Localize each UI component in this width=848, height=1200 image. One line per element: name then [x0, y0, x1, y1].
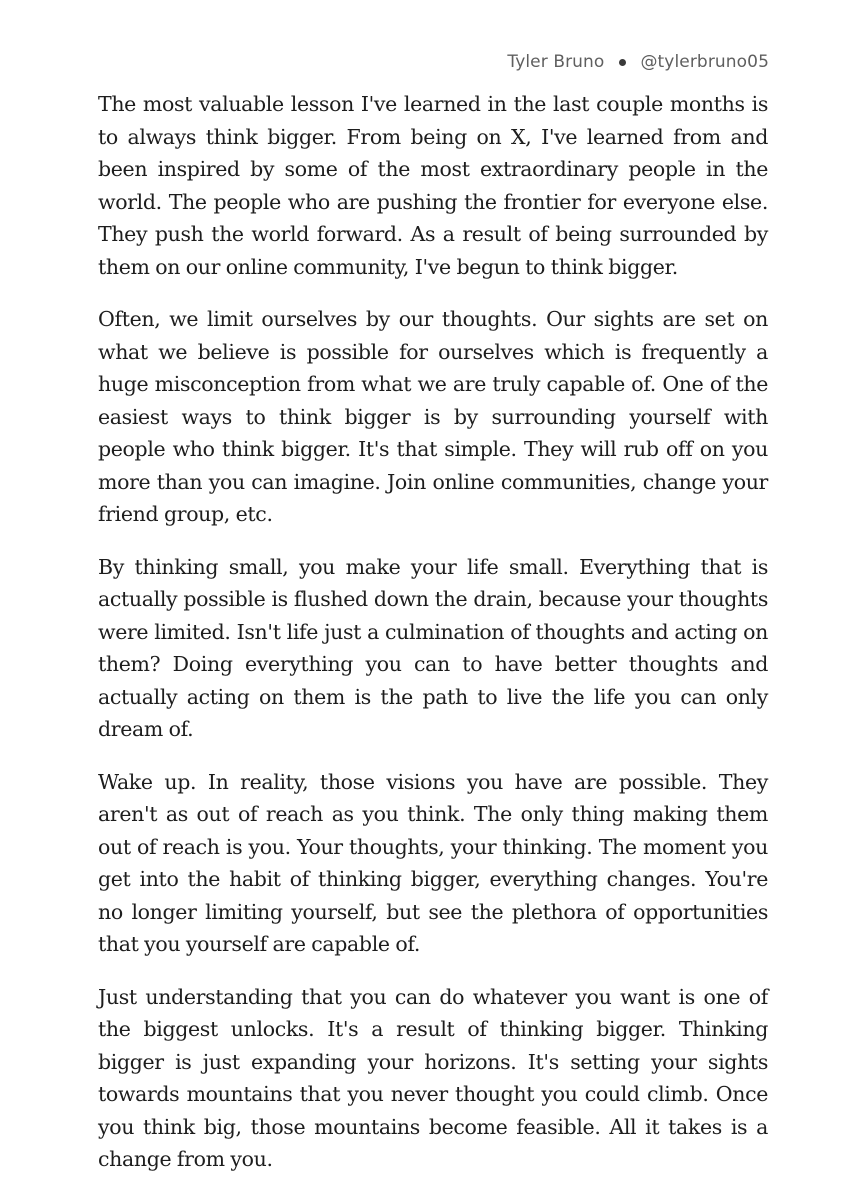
bullet-separator-icon [619, 59, 626, 66]
author-header [507, 52, 769, 72]
paragraph-5: Just understanding that you can do whatever you want is one of the biggest unlocks. It's a result of thinking bigger. Thinking bigger is just expanding your horizons. It's setting your sights towards mountains that you never thought you could climb. Once you think big, those mountains become feasible. All it takes is a change from you. [98, 984, 768, 1171]
paragraph-4: Wake up. In reality, those visions you have are possible. They aren't as out of reach as you think. The only thing making them out of reach is you. Your thoughts, your thinking. The moment you get into the habit of thinking bigger, everything changes. You're no longer limiting yourself, but see the plethora of opportunities that you yourself are capable of. [98, 769, 768, 956]
paragraph-1: The most valuable lesson I've learned in the last couple months is to always think bigger. From being on X, I've learned from and been inspired by some of the most extraordinary people in the world. The people who are pushing the frontier for everyone else. They push the world forward. As a result of being surrounded by them on our online community, I've begun to think bigger. [98, 92, 768, 279]
paragraph-3: By thinking small, you make your life small. Everything that is actually possible is flushed down the drain, because your thoughts were limited. Isn't life just a culmination of thoughts and acting on them? Doing everything you can to have better thoughts and actually acting on them is the path to live the life you can only dream of. [98, 554, 768, 741]
author-handle: @tylerbruno05 [640, 52, 769, 72]
author-name: Tyler Bruno [507, 52, 605, 72]
article-body [98, 88, 768, 1196]
paragraph-2: Often, we limit ourselves by our thoughts. Our sights are set on what we believe is possible for ourselves which is frequently a huge misconception from what we are truly capable of. One of the easiest ways to think bigger is by surrounding yourself with people who think bigger. It's that simple. They will rub off on you more than you can imagine. Join online communities, change your friend group, etc. [98, 307, 768, 526]
